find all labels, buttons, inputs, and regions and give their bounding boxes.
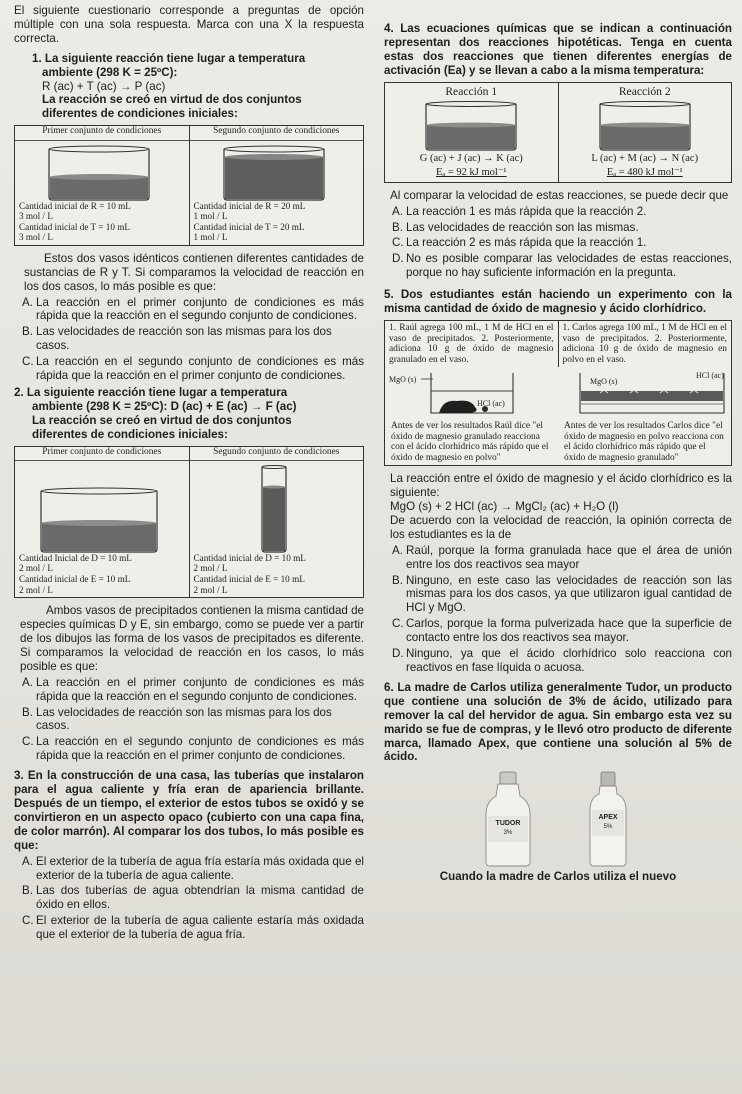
apex-label: APEX	[598, 814, 618, 822]
q4-option-a-letter: A.	[392, 204, 403, 218]
q4-option-b-text: Las velocidades de reacción son las mismas.	[406, 220, 639, 234]
q1-beaker-1	[19, 145, 179, 201]
q5-option-b-text: Ninguno, en este caso las velocidades de reacción son las mismas para los dos casos, ya que utilizaron igual cantidad de HCl y MgO.	[406, 573, 732, 615]
q5-option-d[interactable]	[384, 647, 732, 675]
q6-text: 6. La madre de Carlos utiliza generalmente Tudor, un producto que contiene una solución de 3% de ácido, utilizado para remover la cal del hervidor de agua. Sin embargo esta vez su marido se fue de compras, y le llevó otro producto de diferente marca, llamado Apex, que contiene una solución al 5% de ácido.	[384, 680, 732, 764]
q6-bottles	[384, 770, 732, 868]
q6-tudor-bottle	[480, 770, 536, 868]
q6-footer: Cuando la madre de Carlos utiliza el nuevo	[439, 870, 677, 884]
q5-carlos-mgo-label: MgO (s)	[590, 377, 618, 387]
q4-reaction-2-label: Reacción 2	[618, 84, 671, 98]
q1-second-line-1: Cantidad inicial de R = 20 mL	[193, 200, 306, 211]
q1-option-a[interactable]	[14, 296, 364, 324]
q5-prompt: De acuerdo con la velocidad de reacción, la opinión correcta de los estudiantes es la de	[390, 513, 732, 541]
q4-text: 4. Las ecuaciones químicas que se indican a continuación representan dos reacciones hipotéticas. Tenga en cuenta estas dos reacciones que tienen diferentes energías de activación (Ea) y se llevan a cabo a la misma temperatura:	[384, 22, 732, 77]
q3-option-c[interactable]	[14, 914, 364, 942]
q1-option-c[interactable]	[14, 355, 364, 383]
q4-reaction-1-ea: Eₐ = 92 kJ mol⁻¹	[435, 167, 507, 179]
q4-option-b[interactable]	[384, 221, 732, 235]
q5-option-a-letter: A.	[392, 543, 403, 557]
q1-first-header: Primer conjunto de condiciones	[15, 126, 189, 140]
q2-title-line2: ambiente (298 K = 25ºC): D (ac) + E (ac) → F (ac)	[32, 399, 297, 413]
question-2	[14, 386, 364, 763]
q2-first-conditions	[15, 447, 189, 598]
question-4	[384, 22, 732, 280]
q5-raul-hcl-label: HCl (ac)	[477, 399, 505, 409]
q1-option-b[interactable]	[14, 325, 364, 353]
q1-option-a-letter: A.	[22, 295, 33, 309]
q1-option-c-letter: C.	[22, 355, 34, 369]
q2-second-header: Segundo conjunto de condiciones	[190, 447, 364, 461]
q3-text: 3. En la construcción de una casa, las tuberías que instalaron para el agua caliente y fría eran de apariencia brillante. Después de un tiempo, el exterior de estos tubos se oxidó y se convirtieron en un aspecto opaco (cubierto con una capa fina, de color marrón). Al comparar los dos tubos, lo más posible es que:	[14, 769, 364, 852]
q1-second-header: Segundo conjunto de condiciones	[190, 126, 364, 140]
q1-second-line-3: Cantidad inicial de T = 20 mL	[193, 221, 305, 232]
q1-sub-line2: diferentes de condiciones iniciales:	[42, 107, 238, 121]
q4-option-c-letter: C.	[392, 236, 404, 250]
q2-first-line-1: Cantidad Inicial de D = 10 mL	[19, 552, 132, 563]
right-column	[384, 4, 732, 884]
q2-second-line-2: 2 mol / L	[193, 563, 228, 574]
q4-beaker-1	[406, 101, 536, 151]
q3-option-a-letter: A.	[22, 854, 33, 868]
tudor-bottle-icon	[480, 770, 536, 868]
q2-sub-line1: La reacción se creó en virtud de dos conjuntos	[32, 413, 292, 427]
q2-second-line-3: Cantidad inicial de E = 10 mL	[193, 574, 305, 585]
q1-option-a-text: La reacción en el primer conjunto de condiciones es más rápida que la reacción en el segundo conjunto de condiciones.	[36, 295, 364, 323]
q1-first-conditions	[15, 126, 189, 245]
q2-option-c-letter: C.	[22, 735, 34, 749]
q5-experiment-box	[384, 320, 732, 466]
q3-option-a-text: El exterior de la tubería de agua fría estaría más oxidada que el exterior de la tubería de agua caliente.	[36, 854, 364, 882]
q2-option-c[interactable]	[14, 735, 364, 763]
q5-reaction-equation: MgO (s) + 2 HCl (ac) → MgCl₂ (ac) + H₂O (l)	[390, 500, 619, 514]
q1-first-line-4: 3 mol / L	[19, 232, 53, 243]
q5-raul-statement: Antes de ver los resultados Raúl dice "el óxido de magnesio granulado reacciona con el ácido clorhídrico más rápido que el óxido de magnesio en polvo"	[391, 421, 549, 463]
q2-first-line-4: 2 mol / L	[19, 584, 53, 595]
q2-beaker-narrow	[194, 465, 354, 553]
q4-option-c[interactable]	[384, 236, 732, 250]
q5-option-c[interactable]	[384, 617, 732, 645]
tudor-percent: 3%	[503, 830, 513, 837]
q5-carlos-hcl-label: HCl (ac)	[696, 371, 724, 381]
q4-reaction-1	[385, 83, 558, 182]
left-column	[14, 4, 364, 942]
q4-option-d-text: No es posible comparar las velocidades de estas reacciones, porque no hay suficiente información en la pregunta.	[406, 252, 732, 280]
q5-option-a-text: Raúl, porque la forma granulada hace que el área de unión entre los dos reactivos sea mayor	[406, 543, 732, 571]
q4-reaction-2-ea: Eₐ = 480 kJ mol⁻¹	[606, 167, 683, 179]
q1-title-line2: ambiente (298 K = 25ºC):	[42, 65, 178, 79]
apex-percent: 5%	[603, 824, 613, 831]
q5-option-c-text: Carlos, porque la forma pulverizada hace que la superficie de contacto entre los dos reactivos sea mayor.	[406, 617, 732, 645]
q5-raul-steps: 1. Raúl agrega 100 mL, 1 M de HCl en el vaso de precipitados. 2. Posteriormente, adiciona 10 g de óxido de magnesio granulado en el vaso.	[389, 322, 554, 365]
q3-option-c-letter: C.	[22, 914, 34, 928]
q1-beaker-2	[194, 145, 354, 201]
q5-carlos-statement: Antes de ver los resultados Carlos dice "el óxido de magnesio en polvo reacciona con el ácido clorhídrico más rápido que el óxido de magnesio granulado"	[564, 421, 724, 463]
q5-option-b[interactable]	[384, 574, 732, 616]
q1-option-b-letter: B.	[22, 325, 33, 339]
q2-option-b[interactable]	[14, 706, 364, 734]
q6-apex-bottle	[580, 770, 636, 868]
q5-carlos-diagram	[559, 369, 734, 417]
q1-second-conditions	[189, 126, 364, 245]
q2-first-header: Primer conjunto de condiciones	[15, 447, 189, 461]
q1-second-line-4: 1 mol / L	[193, 232, 228, 243]
q4-beaker-2	[580, 101, 710, 151]
instructions-text: El siguiente cuestionario corresponde a preguntas de opción múltiple con una sola respuesta. Marca con una X la respuesta correcta.	[14, 4, 364, 45]
q1-sub-line1: La reacción se creó en virtud de dos conjuntos	[42, 93, 302, 107]
q2-second-line-1: Cantidad inicial de D = 10 mL	[193, 552, 306, 563]
q5-raul-mgo-label: MgO (s)	[389, 375, 417, 385]
q4-reaction-1-equation: G (ac) + J (ac) → K (ac)	[419, 152, 523, 164]
tudor-label: TUDOR	[495, 820, 521, 828]
q2-title-line1: 2. La siguiente reacción tiene lugar a temperatura	[14, 386, 288, 399]
q3-option-b[interactable]	[14, 884, 364, 912]
q4-option-b-letter: B.	[392, 220, 403, 234]
q4-reaction-2	[558, 83, 732, 182]
q5-option-d-text: Ninguno, ya que el ácido clorhídrico solo reacciona con reactivos en fase líquida o acuosa.	[406, 647, 732, 674]
q3-option-c-text: El exterior de la tubería de agua caliente estaría más oxidada que el exterior de la tubería de agua fría.	[36, 914, 364, 942]
q2-second-conditions	[189, 447, 364, 598]
q1-first-line-3: Cantidad inicial de T = 10 mL	[19, 221, 130, 232]
question-1	[14, 52, 364, 383]
q2-sub-line2: diferentes de condiciones iniciales:	[32, 427, 228, 441]
q2-option-a[interactable]	[14, 676, 364, 704]
q1-second-line-2: 1 mol / L	[193, 211, 228, 222]
q1-first-line-1: Cantidad inicial de R = 10 mL	[19, 200, 131, 211]
q4-option-d[interactable]	[384, 252, 732, 280]
q5-text: 5. Dos estudiantes están haciendo un experimento con la misma cantidad de óxido de magnesio y ácido clorhídrico.	[384, 288, 732, 316]
q1-title-line1: 1. La siguiente reacción tiene lugar a temperatura	[32, 51, 306, 65]
q1-paragraph: Estos dos vasos idénticos contienen diferentes cantidades de sustancias de R y T. Si comparamos la velocidad de reacción en los dos casos, lo más posible es que:	[24, 251, 364, 293]
q3-option-b-letter: B.	[22, 884, 33, 898]
question-5	[384, 288, 732, 675]
q4-option-d-letter: D.	[392, 252, 404, 266]
q4-option-a-text: La reacción 1 es más rápida que la reacción 2.	[406, 204, 647, 218]
q5-raul-diagram	[385, 369, 559, 417]
q1-option-b-text: Las velocidades de reacción son las mismas para los dos casos.	[36, 325, 332, 353]
q2-conditions-table	[14, 446, 364, 599]
q1-option-c-text: La reacción en el segundo conjunto de condiciones es más rápida que la reacción en el primer conjunto de condiciones.	[36, 355, 364, 383]
q5-option-b-letter: B.	[392, 573, 403, 587]
q5-reaction-text: La reacción entre el óxido de magnesio y el ácido clorhídrico es la siguiente:	[390, 472, 732, 500]
q4-prompt: Al comparar la velocidad de estas reacciones, se puede decir que	[390, 188, 729, 202]
q4-reactions-table	[384, 82, 732, 183]
q2-paragraph: Ambos vasos de precipitados contienen la misma cantidad de especies químicas D y E, sin embargo, como se puede ver a partir de los dibujos las forma de los vasos de precipitados es diferente. Si comparamos la velocidad de reacción en los casos, lo más posible es que:	[20, 604, 364, 673]
q5-option-d-letter: D.	[392, 647, 404, 661]
question-3	[14, 769, 364, 942]
q5-option-a[interactable]	[384, 544, 732, 572]
q5-option-c-letter: C.	[392, 617, 404, 631]
q2-first-line-3: Cantidad inicial de E = 10 mL	[19, 574, 131, 585]
q2-option-b-letter: B.	[22, 705, 33, 719]
q4-reaction-1-label: Reacción 1	[445, 84, 498, 98]
q1-equation: R (ac) + T (ac) → P (ac)	[42, 79, 166, 93]
q2-beaker-wide	[19, 465, 179, 553]
q2-second-line-4: 2 mol / L	[193, 584, 228, 595]
q1-conditions-table	[14, 125, 364, 246]
q2-option-c-text: La reacción en el segundo conjunto de condiciones es más rápida que la reacción en el primer conjunto de condiciones.	[36, 735, 364, 763]
q4-option-a[interactable]	[384, 205, 732, 219]
q4-reaction-2-equation: L (ac) + M (ac) → N (ac)	[591, 152, 699, 164]
q2-option-b-text: Las velocidades de reacción son las mismas para los dos casos.	[36, 705, 332, 733]
q4-option-c-text: La reacción 2 es más rápida que la reacción 1.	[406, 236, 647, 250]
q2-first-line-2: 2 mol / L	[19, 563, 53, 574]
q2-option-a-text: La reacción en el primer conjunto de condiciones es más rápida que la reacción en el segundo conjunto de condiciones.	[36, 675, 364, 703]
q1-first-line-2: 3 mol / L	[19, 211, 53, 222]
question-6	[384, 681, 732, 884]
q5-carlos-steps: 1. Carlos agrega 100 mL, 1 M de HCl en el vaso de precipitados. 2. Posteriormente, adiciona 10 g de óxido de magnesio en polvo en el vaso.	[558, 321, 732, 367]
q2-option-a-letter: A.	[22, 675, 33, 689]
q3-option-a[interactable]	[14, 855, 364, 883]
q3-option-b-text: Las dos tuberías de agua obtendrían la misma cantidad de óxido en ellos.	[36, 884, 364, 912]
